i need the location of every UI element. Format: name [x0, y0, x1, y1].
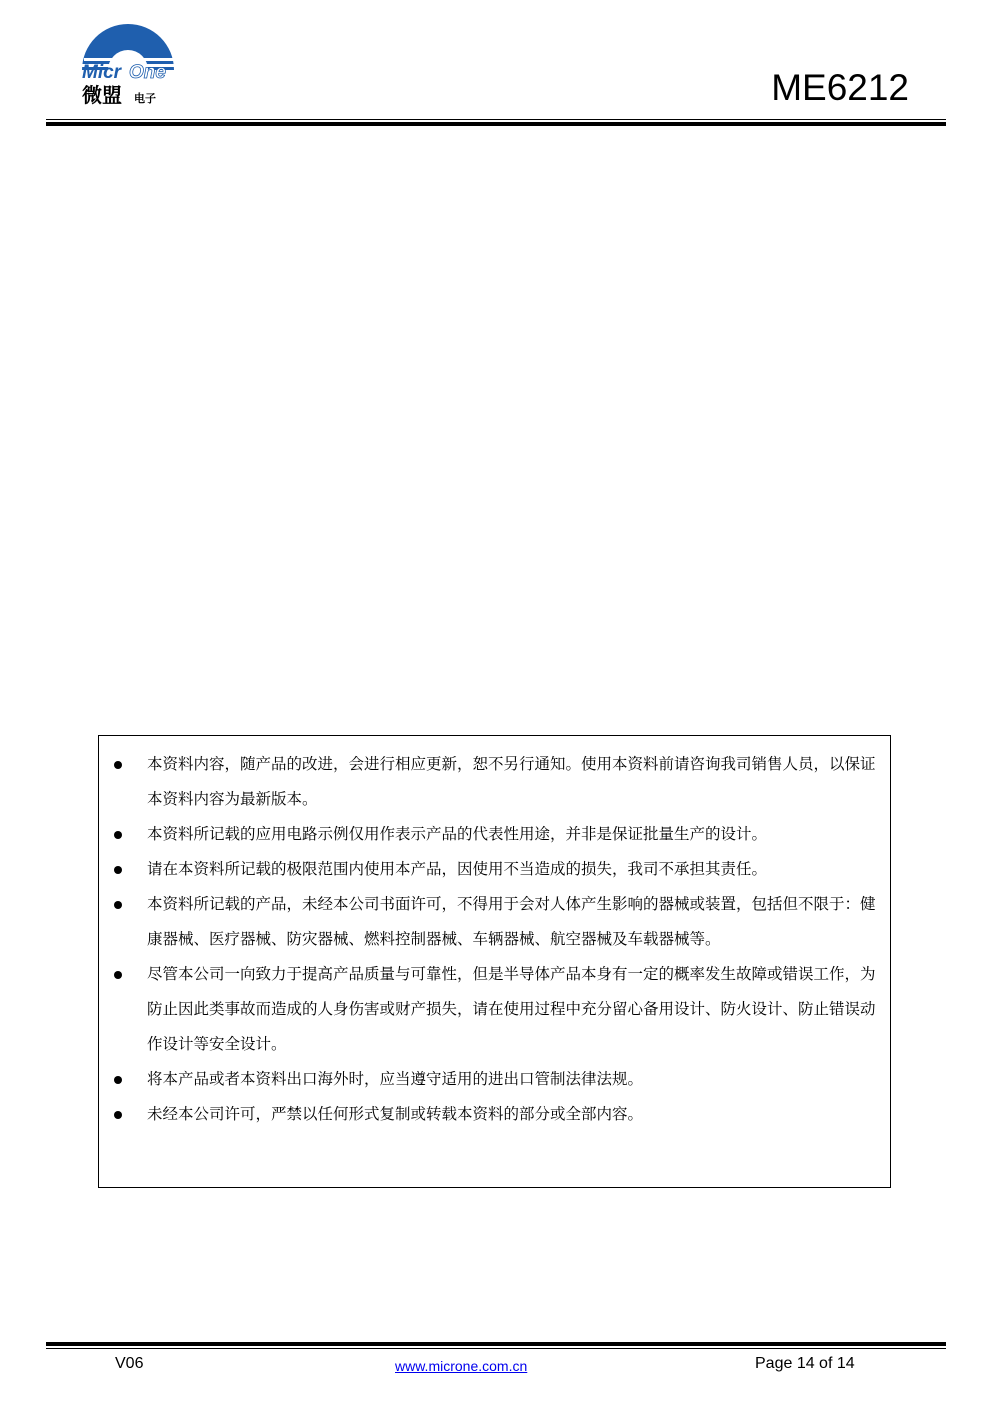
- company-logo: [78, 20, 182, 112]
- bullet-icon: [114, 1111, 122, 1119]
- footer-rule-thick: [46, 1342, 946, 1346]
- disclaimer-item-text: 尽管本公司一向致力于提高产品质量与可靠性，但是半导体产品本身有一定的概率发生故障或错误工作，为防止因此类事故而造成的人身伤害或财产损失，请在使用过程中充分留心备用设计、防火设计、防止错误动作设计等安全设计。: [147, 965, 876, 1053]
- bullet-icon: [114, 761, 122, 769]
- logo-brand-cn-suffix: 电子: [134, 92, 156, 105]
- disclaimer-list: [99, 736, 890, 1132]
- disclaimer-item: [99, 1097, 890, 1132]
- part-number-title: ME6212: [771, 67, 909, 108]
- disclaimer-item-text: 未经本公司许可，严禁以任何形式复制或转载本资料的部分或全部内容。: [147, 1105, 644, 1123]
- logo-brand-en-part1: Micr: [82, 62, 122, 83]
- disclaimer-item-text: 本资料所记载的应用电路示例仅用作表示产品的代表性用途，并非是保证批量生产的设计。: [147, 825, 768, 843]
- disclaimer-item: [99, 957, 890, 1062]
- disclaimer-item-text: 请在本资料所记载的极限范围内使用本产品，因使用不当造成的损失，我司不承担其责任。: [147, 860, 768, 878]
- logo-brand-en-part2: One: [129, 62, 166, 83]
- disclaimer-item: [99, 1062, 890, 1097]
- footer-rule-thin: [46, 1348, 946, 1349]
- disclaimer-item: [99, 747, 890, 817]
- disclaimer-item-text: 本资料内容，随产品的改进，会进行相应更新，恕不另行通知。使用本资料前请咨询我司销售人员，以保证本资料内容为最新版本。: [147, 755, 876, 808]
- bullet-icon: [114, 901, 122, 909]
- bullet-icon: [114, 866, 122, 874]
- footer-website-link[interactable]: www.microne.com.cn: [395, 1358, 528, 1374]
- footer-page-number: Page 14 of 14: [755, 1355, 855, 1372]
- disclaimer-item: [99, 817, 890, 852]
- header-rule-thick: [46, 122, 946, 126]
- disclaimer-item: [99, 887, 890, 957]
- disclaimer-box: [98, 735, 891, 1188]
- disclaimer-item: [99, 852, 890, 887]
- header-rule-thin: [46, 119, 946, 120]
- logo-brand-cn: 微盟: [82, 83, 122, 107]
- disclaimer-item-text: 将本产品或者本资料出口海外时，应当遵守适用的进出口管制法律法规。: [147, 1070, 644, 1088]
- bullet-icon: [114, 971, 122, 979]
- footer-version: V06: [115, 1355, 144, 1372]
- bullet-icon: [114, 831, 122, 839]
- bullet-icon: [114, 1076, 122, 1084]
- disclaimer-item-text: 本资料所记载的产品，未经本公司书面许可，不得用于会对人体产生影响的器械或装置，包括但不限于：健康器械、医疗器械、防灾器械、燃料控制器械、车辆器械、航空器械及车载器械等。: [147, 895, 876, 948]
